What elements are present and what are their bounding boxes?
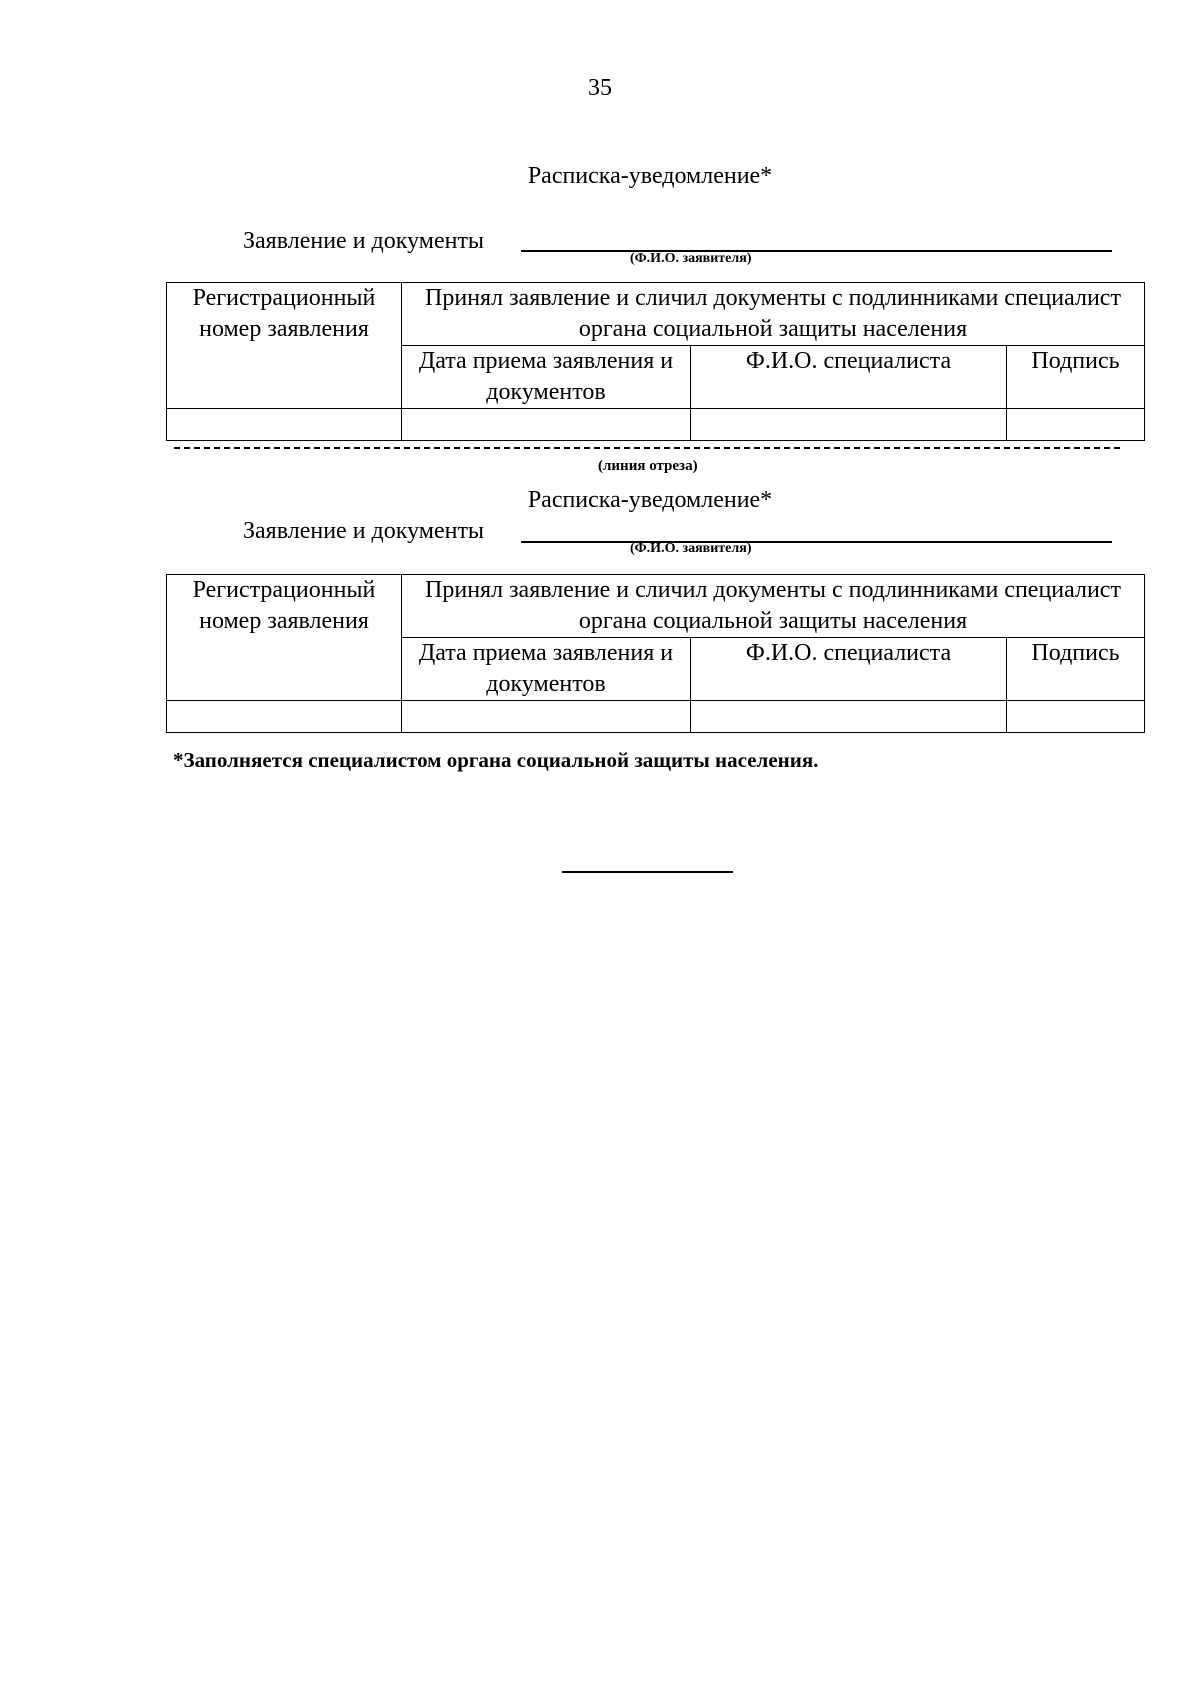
receipt-table [166, 282, 1145, 441]
applicant-fill-line[interactable] [521, 541, 1112, 543]
signature-header: Подпись [1007, 638, 1145, 701]
applicant-caption: (Ф.И.О. заявителя) [630, 541, 752, 556]
applicant-fill-line[interactable] [521, 250, 1112, 252]
accepted-by-header: Принял заявление и сличил документы с подлинниками специалист органа социальной защиты населения [402, 575, 1145, 638]
reg-number-header: Регистрационный номер заявления [167, 283, 402, 409]
signature-header: Подпись [1007, 346, 1145, 409]
signature-cell[interactable] [1007, 701, 1145, 733]
reg-number-header: Регистрационный номер заявления [167, 575, 402, 701]
receipt-date-header: Дата приема заявления и документов [402, 638, 691, 701]
signature-cell[interactable] [1007, 409, 1145, 441]
footnote: *Заполняется специалистом органа социальной защиты населения. [173, 748, 819, 772]
receipt-title: Расписка-уведомление* [527, 163, 773, 189]
applicant-label: Заявление и документы [243, 228, 485, 254]
applicant-caption: (Ф.И.О. заявителя) [630, 251, 752, 266]
reg-number-cell[interactable] [167, 409, 402, 441]
specialist-name-cell[interactable] [691, 701, 1007, 733]
specialist-name-header: Ф.И.О. специалиста [691, 638, 1007, 701]
page-number: 35 [588, 75, 612, 101]
accepted-by-header: Принял заявление и сличил документы с подлинниками специалист органа социальной защиты населения [402, 283, 1145, 346]
receipt-date-header: Дата приема заявления и документов [402, 346, 691, 409]
cut-line [174, 447, 1120, 449]
end-rule [562, 871, 733, 873]
receipt-date-cell[interactable] [402, 701, 691, 733]
applicant-label: Заявление и документы [243, 518, 485, 544]
receipt-title: Расписка-уведомление* [527, 487, 773, 513]
cut-line-caption: (линия отреза) [598, 458, 698, 474]
specialist-name-header: Ф.И.О. специалиста [691, 346, 1007, 409]
specialist-name-cell[interactable] [691, 409, 1007, 441]
receipt-date-cell[interactable] [402, 409, 691, 441]
receipt-table [166, 574, 1145, 733]
reg-number-cell[interactable] [167, 701, 402, 733]
